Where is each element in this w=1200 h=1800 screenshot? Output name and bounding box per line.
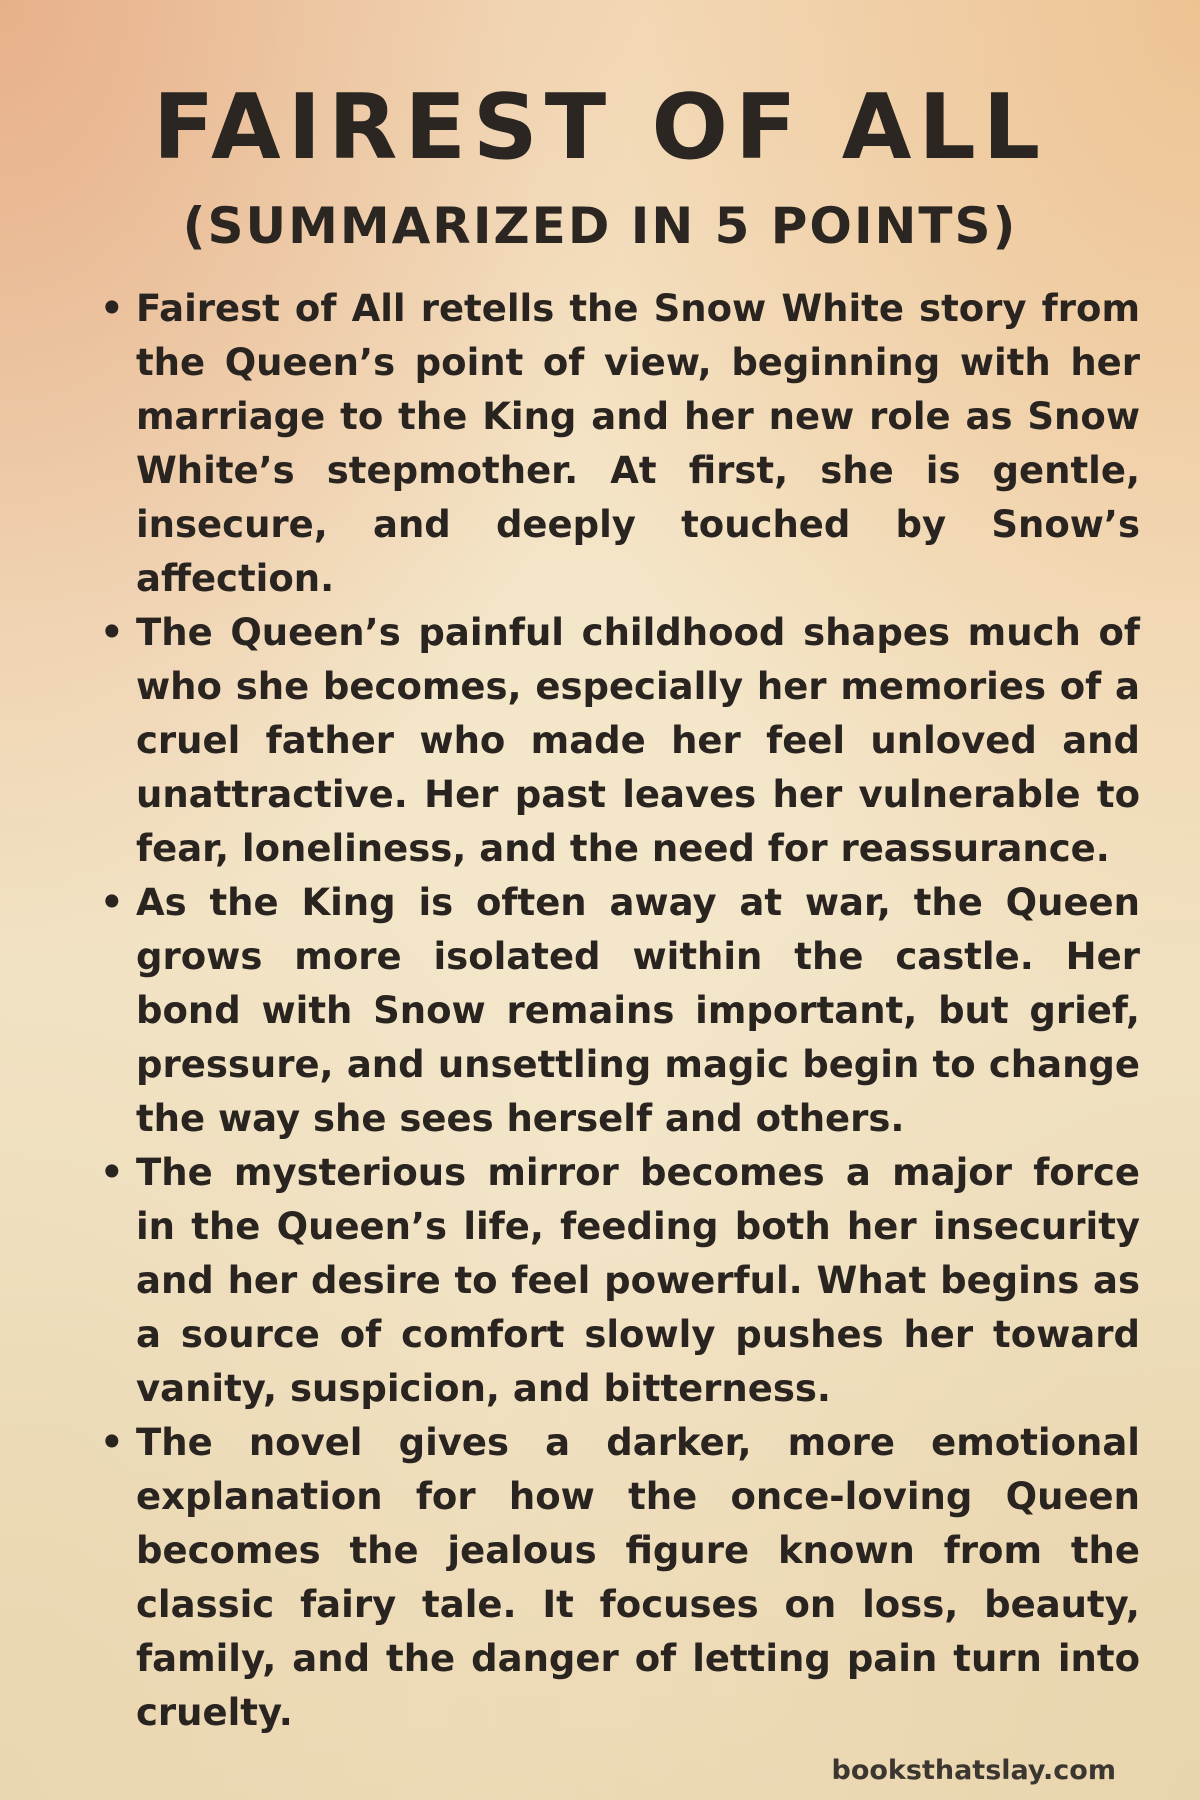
bullet-icon: •: [100, 881, 124, 924]
list-item: [100, 876, 1140, 1146]
list-item: [100, 1146, 1140, 1416]
list-item: [100, 1416, 1140, 1740]
bullet-icon: •: [100, 611, 124, 654]
site-watermark: booksthatslay.com: [831, 1755, 1116, 1786]
point-text: As the King is often away at war, the Queen grows more isolated within the castle. Her bond with Snow remains important, but grief, pressure, and unsettling magic begin to change the way she sees herself and others.: [136, 881, 1140, 1140]
page-title: FAIREST OF ALL: [152, 75, 1048, 180]
bullet-icon: •: [100, 1421, 124, 1464]
page-subtitle: (SUMMARIZED IN 5 POINTS): [182, 197, 1018, 255]
point-text: The novel gives a darker, more emotional explanation for how the once-loving Queen becomes the jealous figure known from the classic fairy tale. It focuses on loss, beauty, family, and the danger of letting pain turn into cruelty.: [136, 1421, 1140, 1734]
point-text: Fairest of All retells the Snow White story from the Queen’s point of view, beginning with her marriage to the King and her new role as Snow White’s stepmother. At first, she is gentle, insecure, and deeply touched by Snow’s affection.: [136, 287, 1140, 600]
point-text: The mysterious mirror becomes a major force in the Queen’s life, feeding both her insecurity and her desire to feel powerful. What begins as a source of comfort slowly pushes her toward vanity, suspicion, and bitterness.: [136, 1151, 1140, 1410]
point-text: The Queen’s painful childhood shapes much of who she becomes, especially her memories of a cruel father who made her feel unloved and unattractive. Her past leaves her vulnerable to fear, loneliness, and the need for reassurance.: [136, 611, 1140, 870]
list-item: [100, 282, 1140, 606]
list-item: [100, 606, 1140, 876]
bullet-icon: •: [100, 287, 124, 330]
bullet-icon: •: [100, 1151, 124, 1194]
summary-points-list: [100, 282, 1140, 1740]
